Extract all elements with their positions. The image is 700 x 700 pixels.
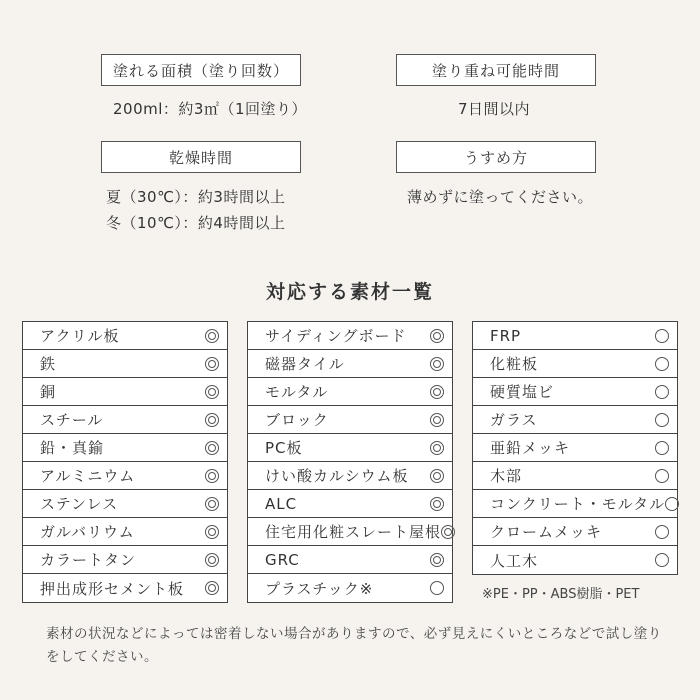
- coverage-label: 塗れる面積（塗り回数）: [101, 54, 301, 86]
- materials-table-1: [22, 321, 228, 603]
- material-name: ステンレス: [40, 495, 119, 513]
- material-name: 住宅用化粧スレート屋根: [265, 523, 442, 541]
- material-row: [473, 378, 677, 406]
- material-name: PC板: [265, 439, 303, 457]
- double-circle-icon: [205, 385, 219, 399]
- materials-table-3: [472, 321, 678, 575]
- material-name: 押出成形セメント板: [40, 579, 185, 598]
- material-name: クロームメッキ: [490, 523, 603, 541]
- coverage-value: 200ml：約3㎡（1回塗り）: [113, 100, 307, 118]
- thinning-label: うすめ方: [396, 141, 596, 173]
- material-row: [248, 462, 452, 490]
- material-row: [473, 350, 677, 378]
- recoat-value: 7日間以内: [458, 100, 531, 118]
- double-circle-icon: [205, 469, 219, 483]
- materials-title: 対応する素材一覧: [265, 281, 434, 303]
- material-row: [248, 322, 452, 350]
- material-row: [248, 518, 452, 546]
- material-name: スチール: [40, 411, 104, 429]
- thinning-value: 薄めずに塗ってください。: [407, 188, 594, 206]
- double-circle-icon: [205, 413, 219, 427]
- drying-winter: 冬（10℃）：約4時間以上: [106, 214, 286, 232]
- circle-icon: [655, 469, 669, 483]
- material-name: 鉛・真鍮: [40, 439, 105, 457]
- material-name: 人工木: [490, 551, 539, 570]
- double-circle-icon: [430, 385, 444, 399]
- material-row: [248, 434, 452, 462]
- material-row: [23, 574, 227, 602]
- material-row: [248, 350, 452, 378]
- circle-icon: [655, 413, 669, 427]
- material-row: [473, 434, 677, 462]
- double-circle-icon: [441, 525, 455, 539]
- material-row: [23, 490, 227, 518]
- material-row: [23, 378, 227, 406]
- circle-icon: [655, 357, 669, 371]
- material-row: [23, 434, 227, 462]
- material-name: 化粧板: [490, 355, 539, 373]
- material-name: サイディングボード: [265, 327, 407, 345]
- double-circle-icon: [205, 581, 219, 595]
- material-name: 銅: [40, 383, 57, 401]
- material-row: [473, 406, 677, 434]
- double-circle-icon: [205, 357, 219, 371]
- material-name: 亜鉛メッキ: [490, 439, 571, 457]
- double-circle-icon: [430, 553, 444, 567]
- material-name: ガルバリウム: [40, 523, 135, 541]
- material-row: [23, 322, 227, 350]
- drying-label: 乾燥時間: [101, 141, 301, 173]
- double-circle-icon: [430, 441, 444, 455]
- double-circle-icon: [430, 357, 444, 371]
- circle-icon: [430, 581, 444, 595]
- double-circle-icon: [205, 329, 219, 343]
- material-name: ALC: [265, 494, 298, 513]
- drying-summer: 夏（30℃）：約3時間以上: [106, 188, 286, 206]
- double-circle-icon: [430, 329, 444, 343]
- material-row: [248, 378, 452, 406]
- material-row: [248, 574, 452, 602]
- material-row: [248, 406, 452, 434]
- material-row: [23, 406, 227, 434]
- double-circle-icon: [430, 497, 444, 511]
- material-row: [473, 322, 677, 350]
- material-name: アルミニウム: [40, 467, 136, 485]
- recoat-label: 塗り重ね可能時間: [396, 54, 596, 86]
- material-row: [23, 350, 227, 378]
- material-row: [23, 518, 227, 546]
- material-name: 磁器タイル: [265, 355, 345, 373]
- material-name: ブロック: [265, 411, 329, 429]
- material-name: カラートタン: [40, 551, 137, 569]
- material-row: [473, 546, 677, 574]
- circle-icon: [655, 525, 669, 539]
- circle-icon: [655, 553, 669, 567]
- circle-icon: [655, 329, 669, 343]
- double-circle-icon: [205, 553, 219, 567]
- material-row: [23, 462, 227, 490]
- material-row: [473, 518, 677, 546]
- material-row: [473, 490, 677, 518]
- material-name: コンクリート・モルタル: [490, 495, 666, 513]
- material-name: FRP: [490, 326, 522, 345]
- circle-icon: [655, 441, 669, 455]
- materials-table-2: [247, 321, 453, 603]
- material-row: [248, 546, 452, 574]
- notice-text: 素材の状況などによっては密着しない場合がありますので、必ず見えにくいところなどで試し塗りをしてください。: [46, 626, 662, 665]
- double-circle-icon: [430, 469, 444, 483]
- material-name: 鉄: [40, 355, 57, 373]
- double-circle-icon: [430, 413, 444, 427]
- double-circle-icon: [205, 497, 219, 511]
- material-row: [473, 462, 677, 490]
- plastic-footnote: ※PE・PP・ABS樹脂・PET: [482, 587, 640, 602]
- material-name: 木部: [490, 467, 523, 485]
- double-circle-icon: [205, 441, 219, 455]
- circle-icon: [665, 497, 679, 511]
- material-name: モルタル: [265, 383, 329, 401]
- material-name: GRC: [265, 550, 300, 569]
- material-row: [23, 546, 227, 574]
- material-name: プラスチック※: [265, 579, 374, 598]
- material-name: けい酸カルシウム板: [265, 467, 409, 485]
- double-circle-icon: [205, 525, 219, 539]
- material-row: [248, 490, 452, 518]
- material-name: 硬質塩ビ: [490, 383, 555, 401]
- circle-icon: [655, 385, 669, 399]
- material-name: アクリル板: [40, 327, 120, 345]
- material-name: ガラス: [490, 411, 538, 429]
